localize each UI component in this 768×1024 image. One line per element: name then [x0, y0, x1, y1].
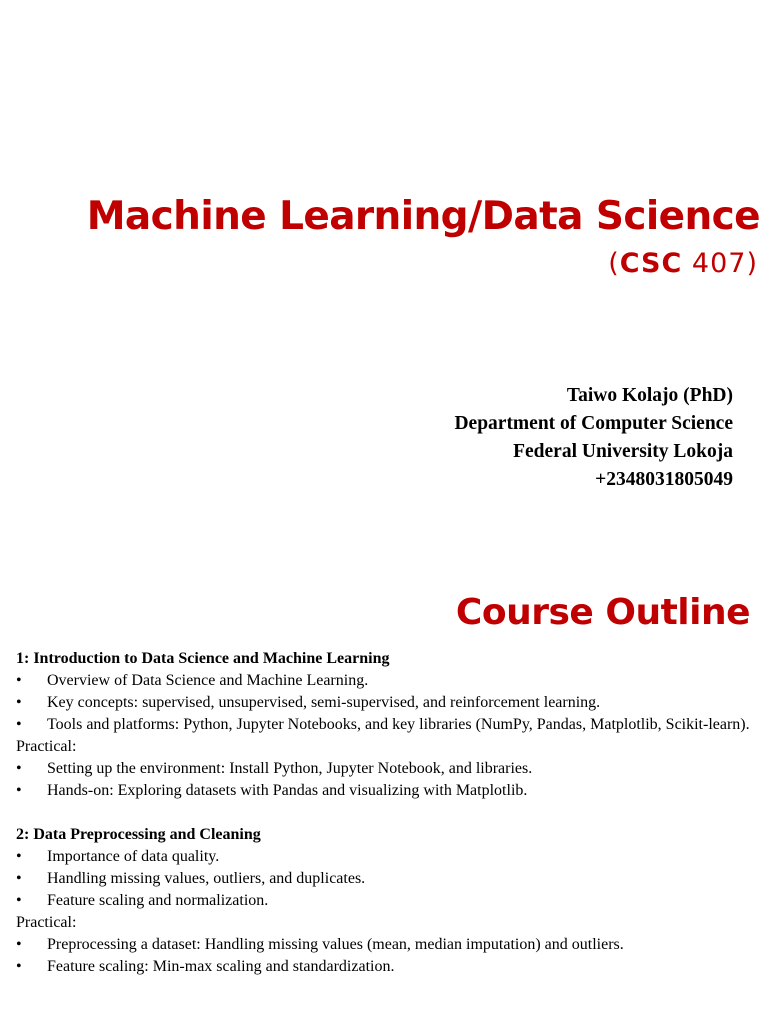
list-item-text: Preprocessing a dataset: Handling missing values (mean, median imputation) and outliers. — [47, 936, 624, 953]
list-item-text: Setting up the environment: Install Python, Jupyter Notebook, and libraries. — [47, 760, 533, 777]
list-item — [16, 780, 766, 802]
list-item-text: Importance of data quality. — [47, 848, 220, 865]
list-item — [16, 692, 766, 714]
list-item-text: Feature scaling: Min-max scaling and standardization. — [47, 958, 395, 975]
bullet-icon: • — [16, 716, 22, 733]
bullet-icon: • — [16, 782, 22, 799]
title-block — [0, 190, 760, 284]
course-title: Machine Learning/Data Science — [86, 194, 760, 239]
course-code-number: 407 — [691, 248, 747, 279]
course-code-close: ) — [746, 248, 758, 279]
bullet-icon: • — [16, 958, 22, 975]
list-item-text: Overview of Data Science and Machine Learning. — [47, 672, 369, 689]
list-item — [16, 868, 766, 890]
bullet-icon: • — [16, 892, 22, 909]
list-item-text: Tools and platforms: Python, Jupyter Notebooks, and key libraries (NumPy, Pandas, Matplotlib, Scikit-learn). — [47, 716, 750, 733]
list-item — [16, 934, 766, 956]
course-code-prefix: CSC — [619, 248, 683, 279]
outline-section — [16, 648, 766, 802]
bullet-icon: • — [16, 672, 22, 689]
bullet-icon: • — [16, 870, 22, 887]
list-item-text: Hands-on: Exploring datasets with Pandas and visualizing with Matplotlib. — [47, 782, 528, 799]
course-outline — [16, 648, 766, 1000]
bullet-icon: • — [16, 694, 22, 711]
practical-label: Practical: — [16, 914, 77, 931]
section-heading: 2: Data Preprocessing and Cleaning — [16, 826, 261, 843]
list-item-text: Key concepts: supervised, unsupervised, semi-supervised, and reinforcement learning. — [47, 694, 601, 711]
author-department: Department of Computer Science — [454, 413, 733, 434]
list-item — [16, 956, 766, 978]
author-name: Taiwo Kolajo (PhD) — [566, 385, 733, 406]
practical-label: Practical: — [16, 738, 77, 755]
course-code — [0, 244, 760, 284]
course-code-open: ( — [608, 248, 620, 279]
outline-title: Course Outline — [455, 592, 750, 633]
author-block — [454, 382, 733, 494]
bullet-icon: • — [16, 848, 22, 865]
bullet-icon: • — [16, 760, 22, 777]
list-item — [16, 670, 766, 692]
list-item — [16, 758, 766, 780]
bullet-icon: • — [16, 936, 22, 953]
list-item — [16, 714, 766, 736]
author-phone: +2348031805049 — [595, 469, 733, 490]
author-university: Federal University Lokoja — [513, 441, 733, 462]
list-item-text: Feature scaling and normalization. — [47, 892, 269, 909]
outline-section — [16, 824, 766, 978]
list-item — [16, 846, 766, 868]
list-item-text: Handling missing values, outliers, and duplicates. — [47, 870, 366, 887]
list-item — [16, 890, 766, 912]
section-heading: 1: Introduction to Data Science and Machine Learning — [16, 650, 390, 667]
